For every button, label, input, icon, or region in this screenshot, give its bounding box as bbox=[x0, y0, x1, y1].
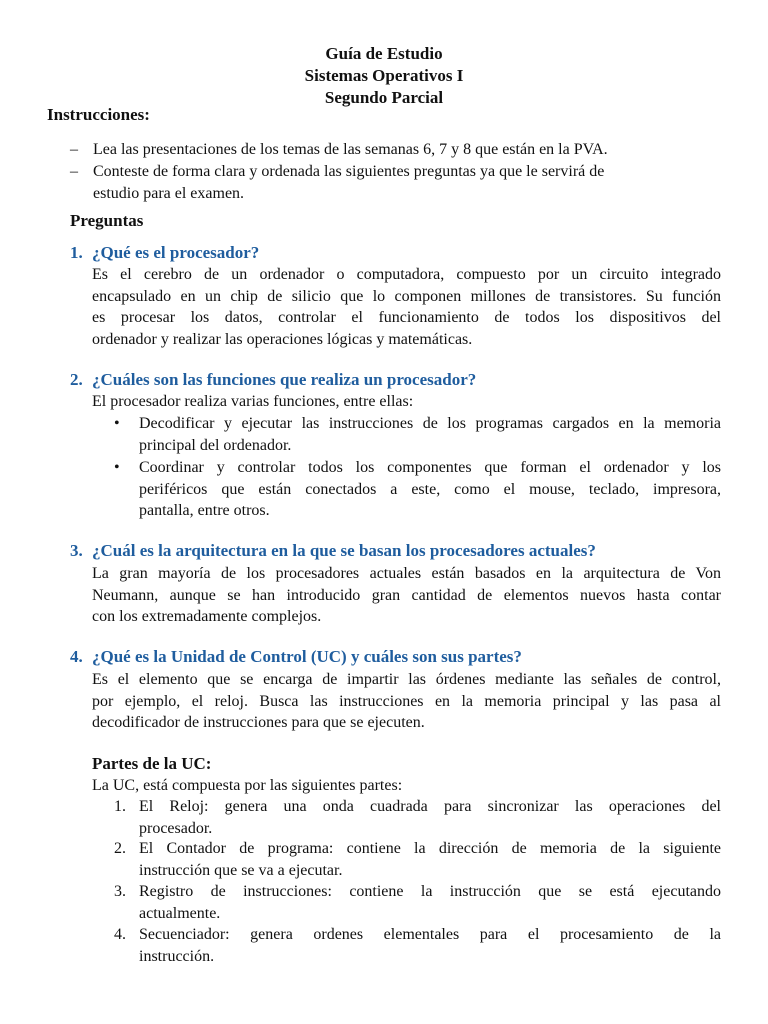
uc-parts-intro: La UC, está compuesta por las siguientes partes: bbox=[92, 777, 403, 794]
doc-title-line1: Guía de Estudio bbox=[325, 44, 443, 63]
bullet-marker: • bbox=[114, 415, 120, 432]
question-1-answer: Es el cerebro de un ordenador o computadora, compuesto por un circuito integrado encapsulado en un chip de silicio que lo componen millones de transistores. Su función es procesar los datos, controlar el funcionamiento de todos los dispositivos del ordenador y realizar las operaciones lógicas y matemáticas. bbox=[92, 266, 721, 348]
instruction-line: Conteste de forma clara y ordenada las siguientes preguntas ya que le servirá de bbox=[93, 163, 605, 180]
instruction-line: estudio para el examen. bbox=[93, 185, 245, 202]
instruction-line: Lea las presentaciones de los temas de las semanas 6, 7 y 8 que están en la PVA. bbox=[93, 141, 608, 158]
bullet-marker: • bbox=[114, 459, 120, 476]
document-page: Guía de Estudio Sistemas Operativos I Segundo Parcial Instrucciones: – Lea las presentaciones de los temas de las semanas 6, 7 y 8 que están en la PVA. – Conteste de forma clara y ordenada las siguientes preguntas ya que le servirá de estudio para el examen. Preguntas 1. ¿Qué es el procesador? Es el cerebro de un ordenador o computadora, compuesto por un circuito integrado encapsulado en un chip de silicio que lo componen millones de transistores. Su función es procesar los datos, controlar el funcionamiento de todos los dispositivos del ordenador y realizar las operaciones lógicas y matemáticas. 2. ¿Cuáles son las funciones que realiza un procesador? El procesador realiza varias funciones, entre ellas: • Decodificar y ejecutar las instrucciones de los programas cargados en la memoria principal del ordenador. • Coordinar y controlar todos los componentes que forman el ordenador y los periféricos que están conectados a este, como el mouse, teclado, impresora, pantalla, entre otros. 3. ¿Cuál es la arquitectura en la que se basan los procesadores actuales? La gran mayoría de los procesadores actuales están basados en la arquitectura de Von Neumann, aunque se han introducido gran cantidad de elementos nuevos hasta contar con los extremadamente complejos. 4. ¿Qué es la Unidad de Control (UC) y cuáles son sus partes? Es el elemento que se encarga de impartir las órdenes mediante las señales de control, por ejemplo, el reloj. Busca las instrucciones en la memoria principal y las pasa al decodificador de instrucciones para que se ejecuten. Partes de la UC: La UC, está compuesta por las siguientes partes: 1. El Reloj: genera una onda cuadrada para sincronizar las operaciones del procesador. 2. El Contador de programa: contiene la dirección de memoria de la siguiente instrucción que se va a ejecutar. 3. Registro de instrucciones: contiene la instrucción que se está ejecutando actualmente. 4. Secuenciador: genera ordenes elementales para el procesamiento de la instrucción. bbox=[0, 0, 768, 1024]
question-4-answer: Es el elemento que se encarga de impartir las órdenes mediante las señales de control, por ejemplo, el reloj. Busca las instrucciones en la memoria principal y las pasa al decodificador de instrucciones para que se ejecuten. bbox=[92, 671, 721, 731]
dash-marker: – bbox=[70, 163, 78, 180]
question-3-answer: La gran mayoría de los procesadores actuales están basados en la arquitectura de Von Neumann, aunque se han introducido gran cantidad de elementos nuevos hasta contar con los extremadamente complejos. bbox=[92, 565, 721, 625]
doc-title-line2: Sistemas Operativos I bbox=[304, 66, 464, 85]
dash-marker: – bbox=[70, 141, 78, 158]
instructions-heading: Instrucciones: bbox=[47, 105, 150, 124]
question-2-intro: El procesador realiza varias funciones, entre ellas: bbox=[92, 393, 414, 410]
uc-parts-heading: Partes de la UC: bbox=[92, 754, 212, 773]
questions-heading: Preguntas bbox=[70, 211, 144, 230]
doc-title-line3: Segundo Parcial bbox=[324, 88, 444, 107]
